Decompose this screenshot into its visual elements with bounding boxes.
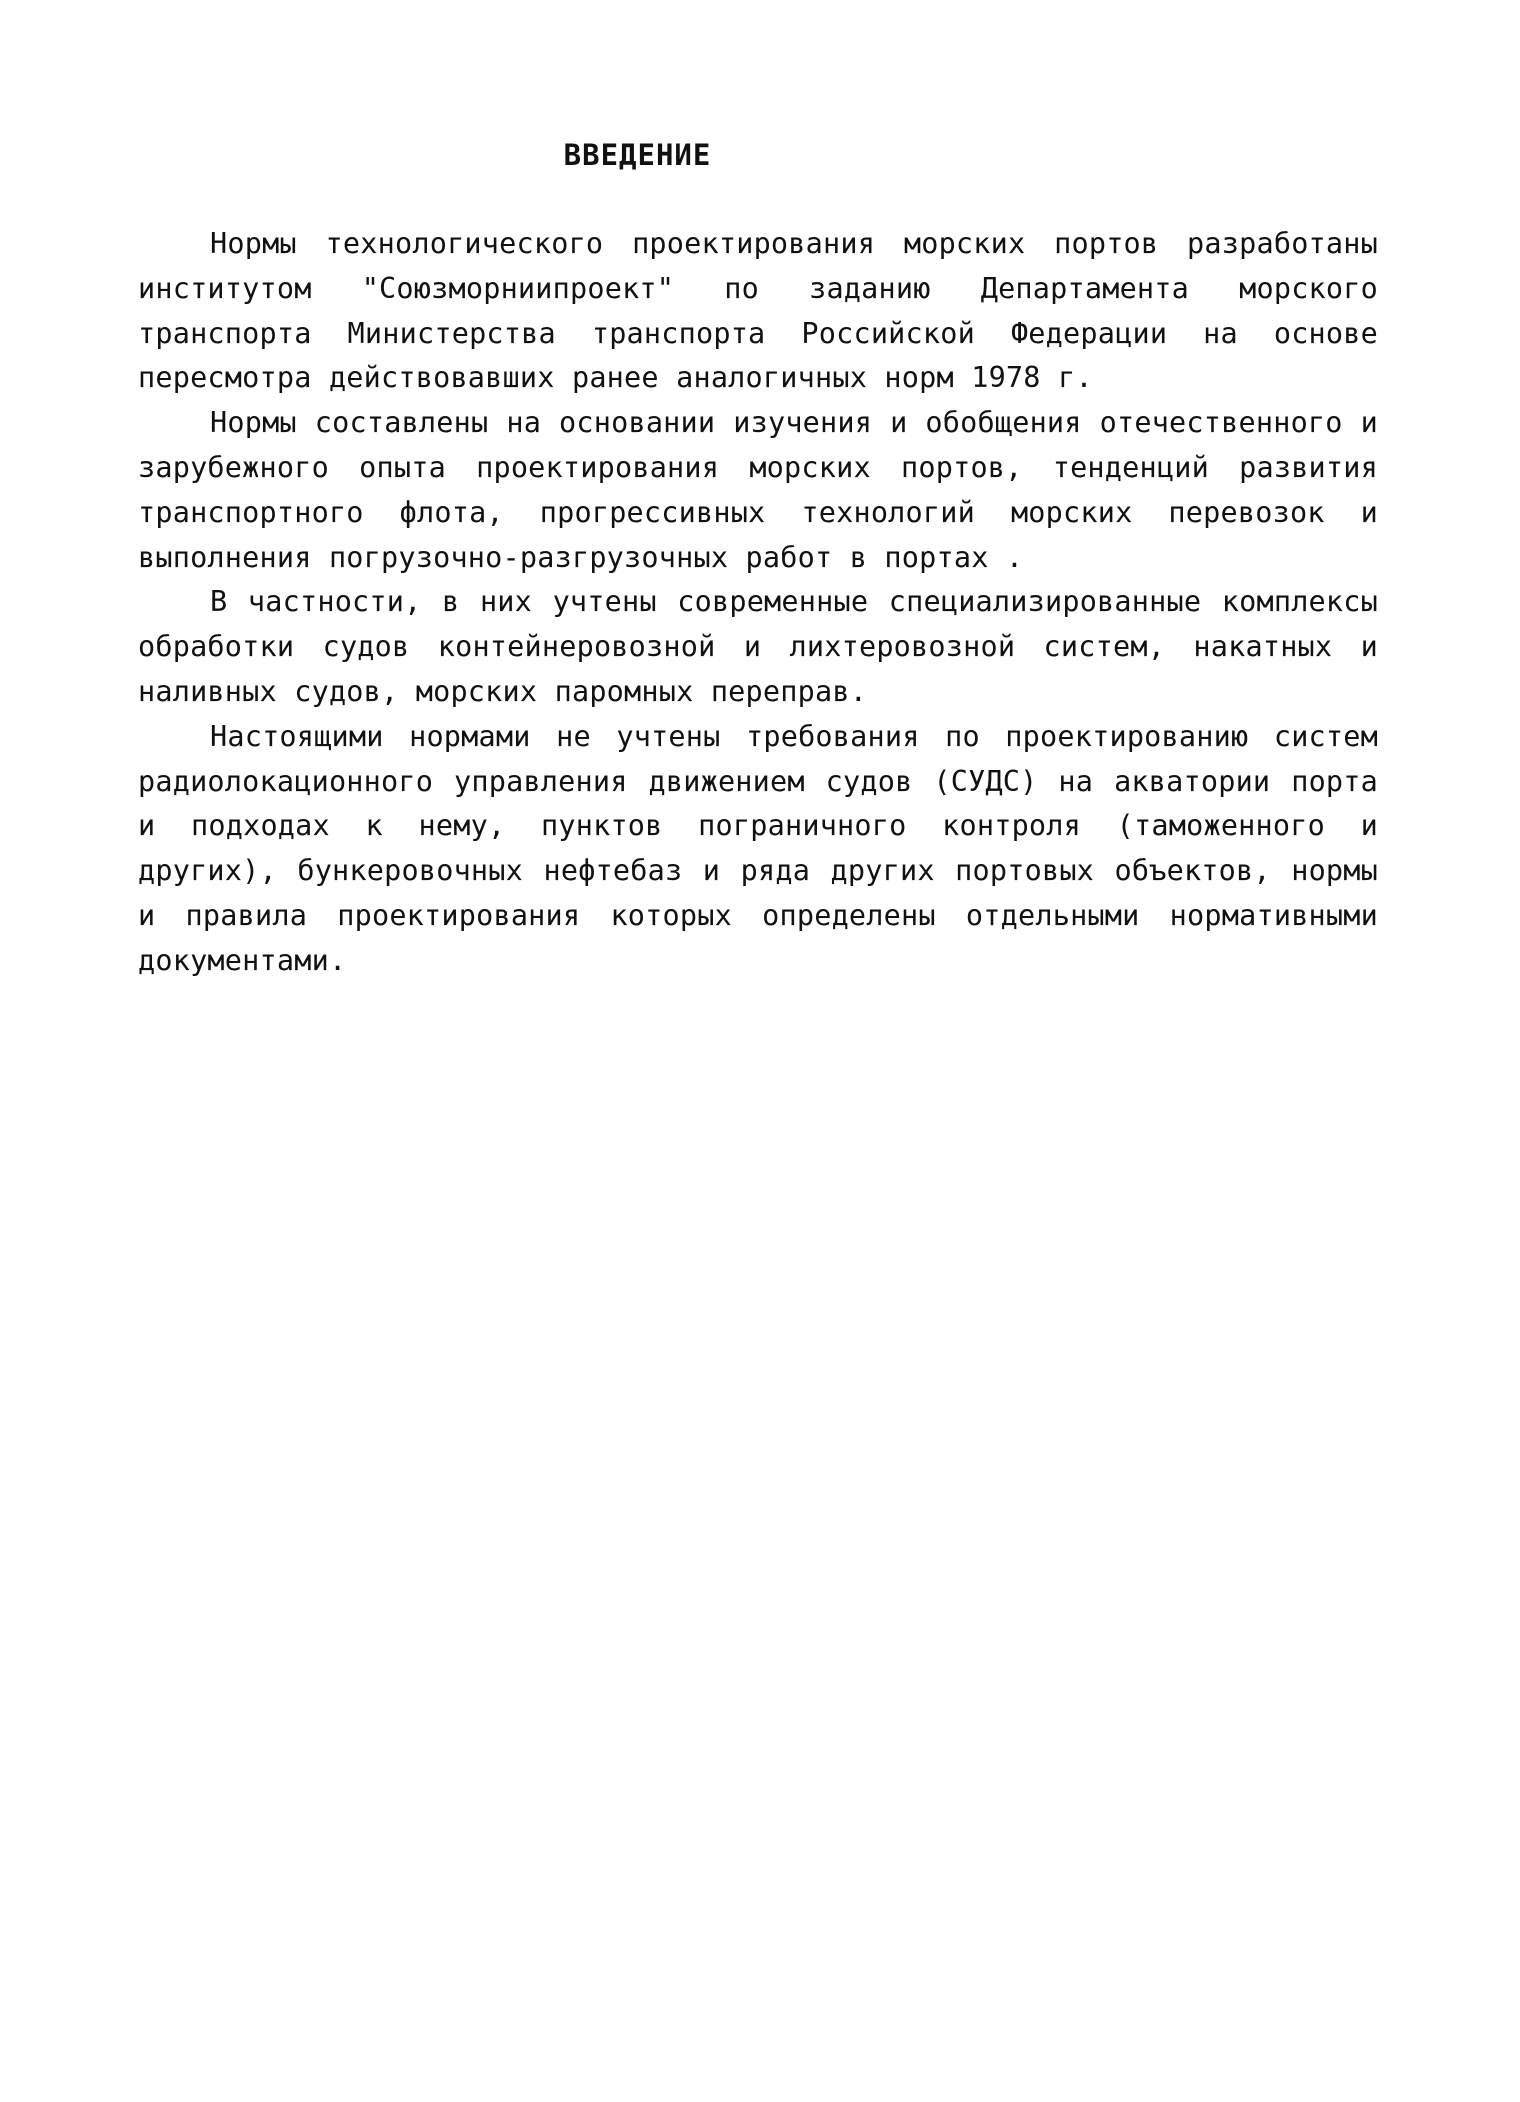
paragraph-2: Нормы составлены на основании изучения и обобщения отечественного и зарубежного опыта проектирования морских портов, тенденций развития транспортного флота, прогрессивных технологий морских перевозок и выполнения погрузочно-разгрузочных работ в портах . <box>138 406 1378 574</box>
paragraph-3: В частности, в них учтены современные специализированные комплексы обработки судов контейнеровозной и лихтеровозной систем, накатных и наливных судов, морских паромных переправ. <box>138 585 1378 708</box>
document-body <box>138 222 1378 984</box>
paragraph-1: Нормы технологического проектирования морских портов разработаны институтом "Союзморниипроект" по заданию Департамента морского транспорта Министерства транспорта Российской Федерации на основе пересмотра действовавших ранее аналогичных норм 1978 г. <box>138 227 1378 395</box>
paragraph-4: Настоящими нормами не учтены требования по проектированию систем радиолокационного управления движением судов (СУДС) на акватории порта и подходах к нему, пунктов пограничного контроля (таможенного и других), бункеровочных нефтебаз и ряда других портовых объектов, нормы и правила проектирования которых определены отдельными нормативными документами. <box>138 719 1378 977</box>
document-heading: ВВЕДЕНИЕ <box>563 138 712 172</box>
